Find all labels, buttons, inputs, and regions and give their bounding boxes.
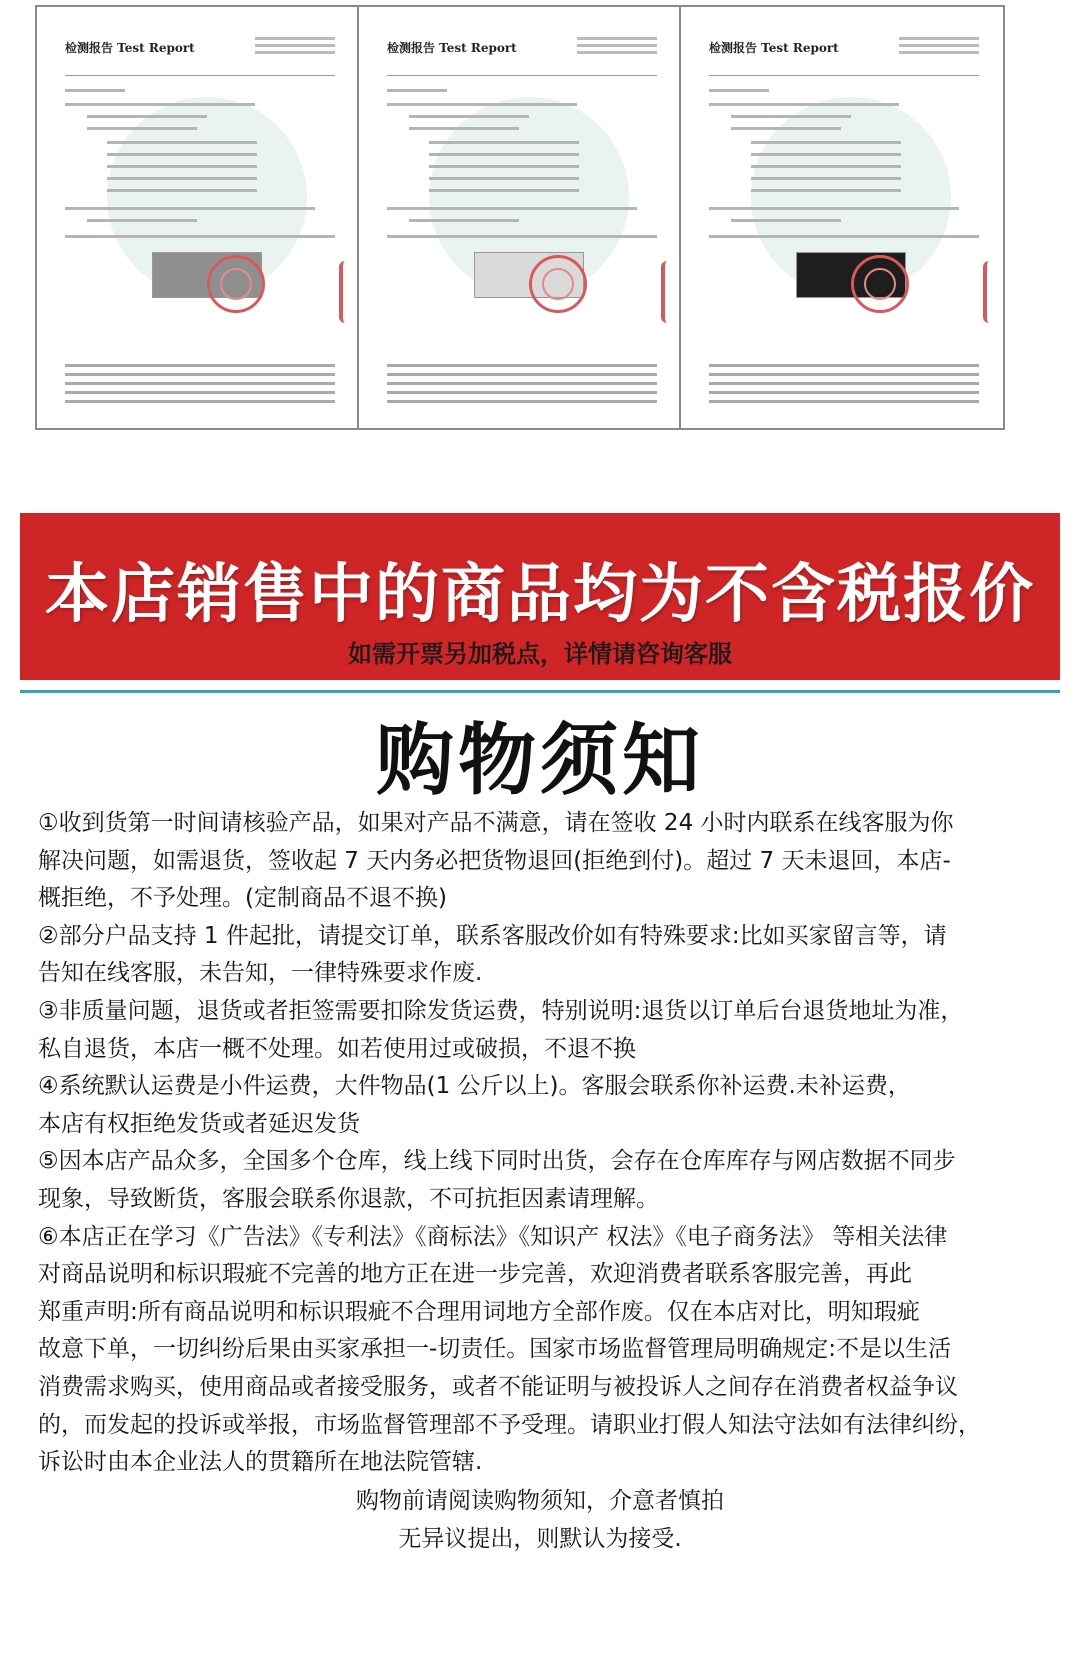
notice-body [38, 805, 1048, 1482]
report-meta [899, 33, 979, 58]
notice-line: 对商品说明和标识瑕疵不完善的地方正在进一步完善，欢迎消费者联系客服完善，再此 [38, 1261, 912, 1288]
report-text-line [709, 103, 899, 106]
side-seal-stamp [339, 261, 355, 323]
test-report-card-1 [35, 5, 361, 430]
report-text-line [751, 141, 901, 144]
tax-notice-banner [20, 513, 1060, 680]
report-text-line [751, 177, 901, 180]
report-text-line [107, 141, 257, 144]
report-text-line [107, 189, 257, 192]
report-text-line [87, 127, 197, 130]
report-text-line [429, 177, 579, 180]
notice-line: 郑重声明:所有商品说明和标识瑕疵不合理用词地方全部作废。仅在本店对比，明知瑕疵 [38, 1298, 920, 1325]
notice-line: 消费需求购买，使用商品或者接受服务，或者不能证明与被投诉人之间存在消费者权益争议 [38, 1373, 958, 1400]
notice-line: 现象，导致断货，客服会联系你退款，不可抗拒因素请理解。 [38, 1185, 659, 1212]
report-text-line [429, 189, 579, 192]
red-seal-stamp [529, 255, 587, 313]
report-text-line [387, 207, 637, 210]
report-text-line [429, 165, 579, 168]
notice-line: ⑥本店正在学习《广告法》《专利法》《商标法》《知识产 权法》《电子商务法》 等相关法律 [38, 1223, 948, 1250]
notice-line: ②部分户品支持 1 件起批，请提交订单，联系客服改价如有特殊要求:比如买家留言等，请 [38, 922, 947, 949]
report-text-line [387, 89, 447, 92]
report-text-line [387, 103, 577, 106]
notice-line: ③非质量问题，退货或者拒签需要扣除发货运费，特别说明:退货以订单后台退货地址为准， [38, 997, 964, 1024]
section-divider [20, 690, 1060, 693]
report-header: 检测报告 Test Report [387, 41, 517, 55]
report-text-line [65, 89, 125, 92]
closing-line: 无异议提出，则默认为接受. [398, 1526, 682, 1552]
report-text-line [731, 219, 841, 222]
red-seal-stamp [851, 255, 909, 313]
report-footer [709, 364, 979, 409]
report-text-line [429, 153, 579, 156]
report-text-line [65, 207, 315, 210]
closing-line: 购物前请阅读购物须知，介意者慎拍 [356, 1488, 724, 1514]
report-text-line [709, 89, 769, 92]
banner-title: 本店销售中的商品均为不含税报价 [45, 558, 1035, 632]
report-header: 检测报告 Test Report [65, 41, 195, 55]
report-text-line [751, 165, 901, 168]
notice-line: 本店有权拒绝发货或者延迟发货 [38, 1110, 360, 1137]
notice-line: ④系统默认运费是小件运费，大件物品(1 公斤以上)。客服会联系你补运费.未补运费， [38, 1073, 911, 1100]
test-report-card-2 [357, 5, 683, 430]
report-header: 检测报告 Test Report [709, 41, 839, 55]
report-text-line [731, 127, 841, 130]
notice-line: 解决问题，如需退货，签收起 7 天内务必把货物退回(拒绝到付)。超过 7 天未退回，本店- [38, 847, 951, 874]
notice-line: 的，而发起的投诉或举报，市场监督管理部不予受理。请职业打假人知法守法如有法律纠纷， [38, 1411, 981, 1438]
banner-subtitle: 如需开票另加税点，详情请咨询客服 [348, 640, 732, 668]
report-text-line [65, 235, 335, 238]
report-text-line [709, 235, 979, 238]
report-footer [387, 364, 657, 409]
report-divider [709, 75, 979, 76]
report-divider [65, 75, 335, 76]
notice-line: ⑤因本店产品众多，全国多个仓库，线上线下同时出货，会存在仓库库存与网店数据不同步 [38, 1148, 956, 1175]
side-seal-stamp [983, 261, 999, 323]
report-meta [577, 33, 657, 58]
report-text-line [409, 127, 519, 130]
notice-line: 故意下单，一切纠纷后果由买家承担一-切责任。国家市场监督管理局明确规定:不是以生活 [38, 1336, 952, 1363]
report-text-line [107, 165, 257, 168]
report-divider [387, 75, 657, 76]
notice-line: 诉讼时由本企业法人的贯籍所在地法院管辖. [38, 1449, 483, 1476]
report-text-line [409, 219, 519, 222]
report-text-line [731, 115, 851, 118]
report-text-line [107, 153, 257, 156]
notice-line: ①收到货第一时间请核验产品，如果对产品不满意，请在签收 24 小时内联系在线客服为你 [38, 810, 954, 836]
report-text-line [409, 115, 529, 118]
report-text-line [87, 219, 197, 222]
notice-line: 私自退货，本店一概不处理。如若使用过或破损，不退不换 [38, 1035, 636, 1062]
report-text-line [709, 207, 959, 210]
report-text-line [751, 189, 901, 192]
report-footer [65, 364, 335, 409]
report-text-line [751, 153, 901, 156]
report-meta [255, 33, 335, 58]
notice-line: 概拒绝，不予处理。(定制商品不退不换) [38, 885, 447, 912]
report-text-line [429, 141, 579, 144]
test-report-card-3 [679, 5, 1005, 430]
notice-line: 告知在线客服，未告知，一律特殊要求作废. [38, 960, 483, 987]
test-report-gallery [0, 0, 1080, 450]
red-seal-stamp [207, 255, 265, 313]
report-text-line [65, 103, 255, 106]
report-text-line [387, 235, 657, 238]
report-text-line [87, 115, 207, 118]
report-text-line [107, 177, 257, 180]
notice-title: 购物须知 [375, 716, 704, 806]
side-seal-stamp [661, 261, 677, 323]
notice-closing [0, 1482, 1080, 1558]
